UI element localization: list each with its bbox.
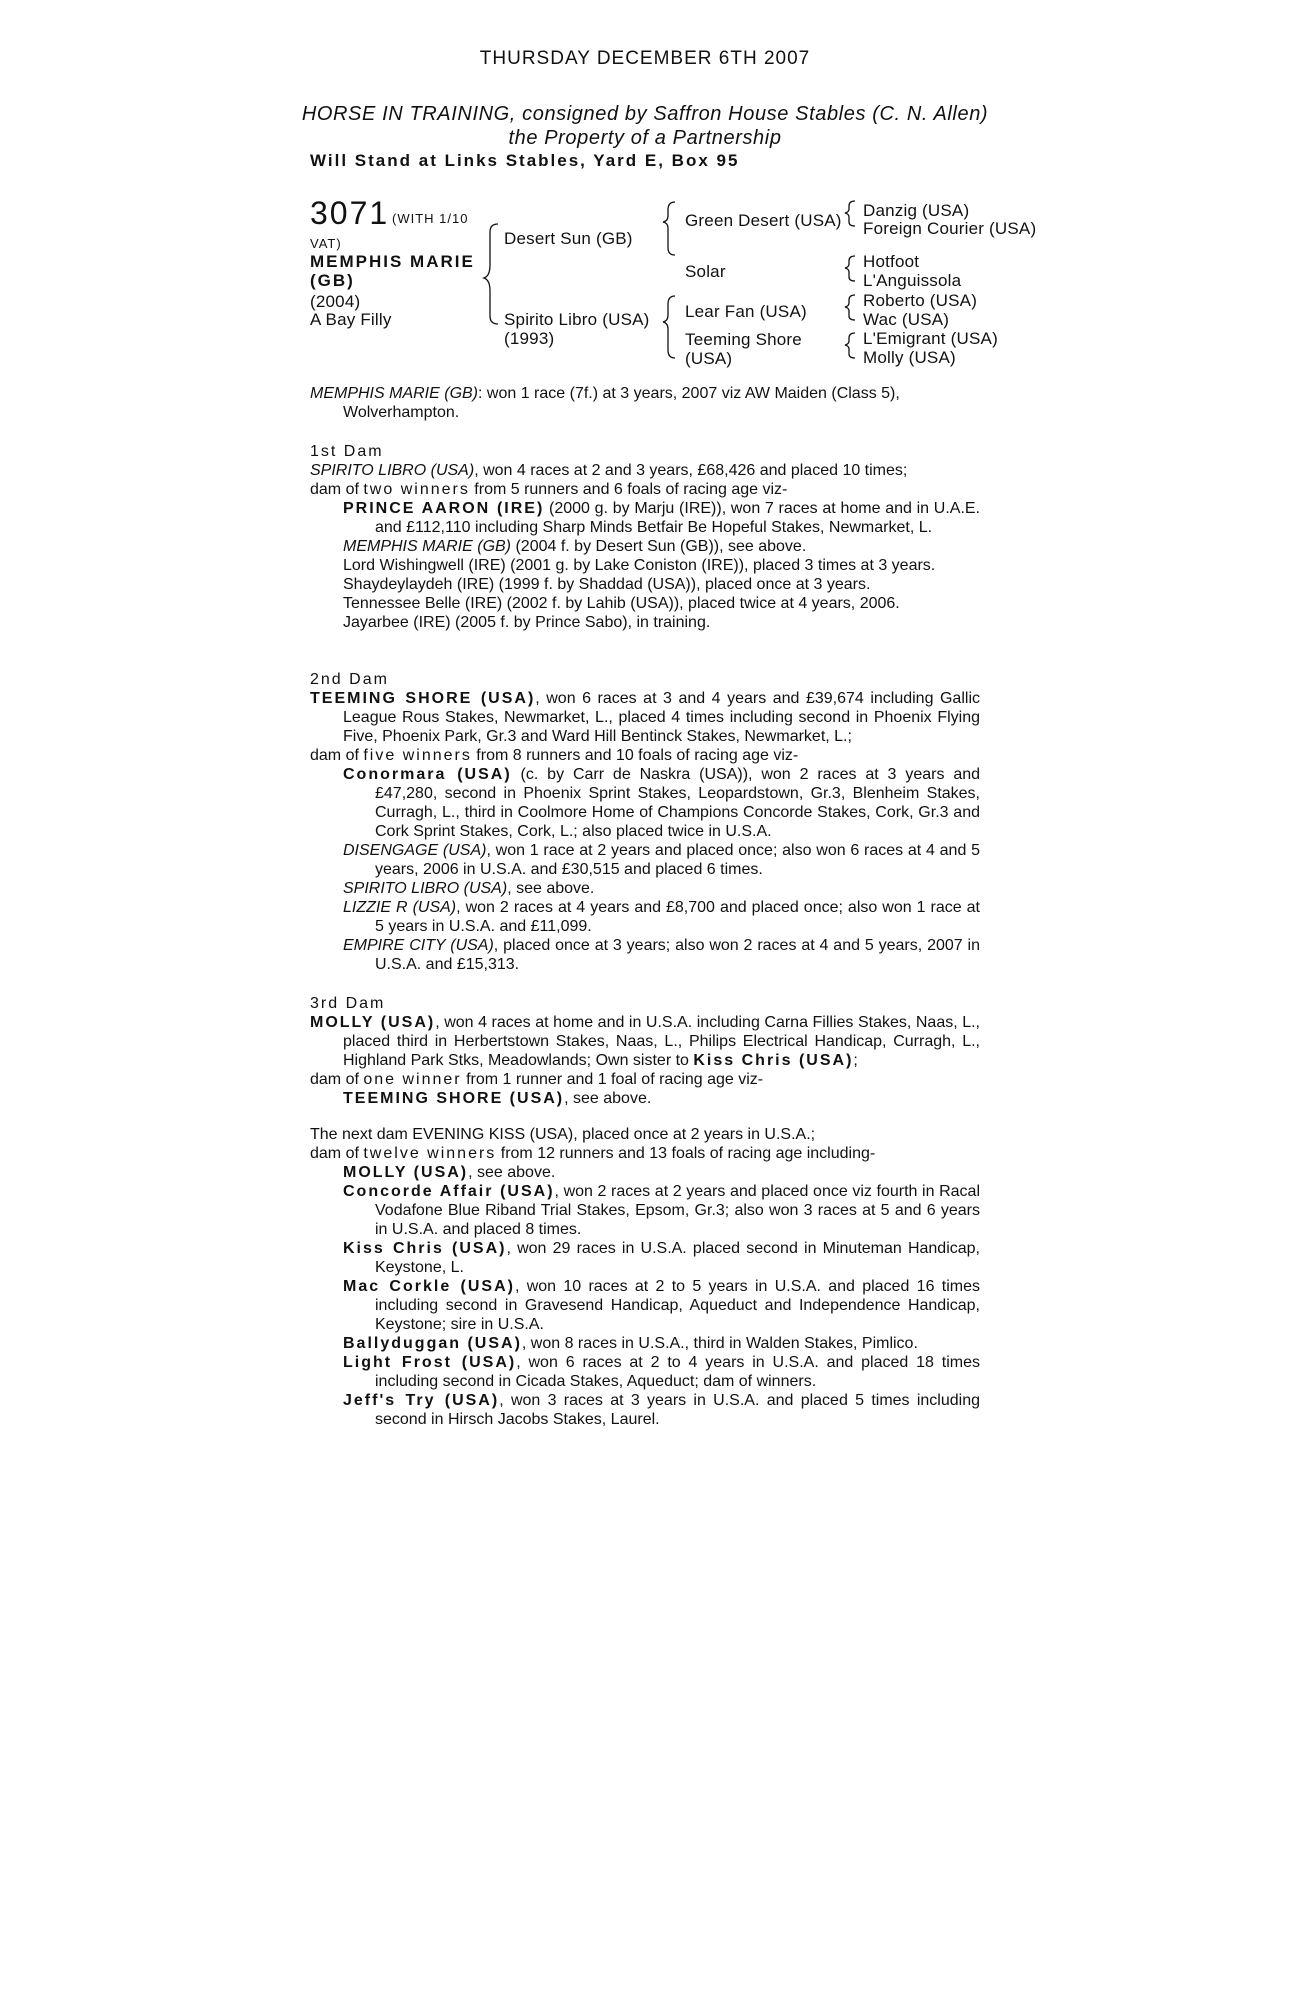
third-dam-section [310,994,980,1108]
produce-name: Concorde Affair (USA) [343,1183,555,1200]
second-dam-produce-suffix: from 8 runners and 10 foals of racing age viz- [471,747,799,764]
produce-text: , placed once at 3 years; also won 2 races at 4 and 5 years, 2007 in U.S.A. and £15,313. [375,937,980,973]
second-dam-text: , won 6 races at 3 and 4 years and £39,674 including Gallic League Rous Stakes, Newmarket, L., placed 4 times including second in Phoenix Flying Five, Phoenix Park, Gr.3 and Ward Hill Bentinck Stakes, Newmarket, L.; [343,690,980,745]
produce-name: TEEMING SHORE (USA) [343,1090,565,1107]
third-dam-sister: Kiss Chris (USA) [693,1052,854,1069]
first-dam-text: , won 4 races at 2 and 3 years, £68,426 and placed 10 times; [474,462,908,479]
produce-text: , won 1 race at 2 years and placed once; also won 6 races at 4 and 5 years, 2006 in U.S.A. and £30,515 and placed 6 times. [375,842,980,878]
third-dam-winners: one winner [363,1071,462,1088]
produce-name: SPIRITO LIBRO (USA) [343,880,508,897]
pedigree-sire-dam: Solar [685,262,726,281]
consignment-line: HORSE IN TRAINING, consigned by Saffron House Stables (C. N. Allen) [301,103,989,125]
produce-name: PRINCE AARON (IRE) [343,500,545,517]
produce-text: , won 8 races in U.S.A., third in Walden Stakes, Pimlico. [521,1335,918,1352]
third-dam-name: MOLLY (USA) [310,1014,436,1031]
fourth-dam-produce-prefix: dam of [310,1145,364,1162]
summary-text: : won 1 race (7f.) at 3 years, 2007 viz AW Maiden (Class 5), Wolverhampton. [343,385,900,421]
produce-text: , won 2 races at 4 years and £8,700 and placed once; also won 1 race at 5 years in U.S.A. and £11,099. [375,899,980,935]
produce-name: Jeff's Try (USA) [343,1392,500,1409]
produce-text: , see above. [507,880,595,897]
fourth-dam-line: The next dam EVENING KISS (USA), placed once at 2 years in U.S.A.; [310,1126,816,1143]
second-dam-name: TEEMING SHORE (USA) [310,690,536,707]
third-dam-text: , won 4 races at home and in U.S.A. including Carna Fillies Stakes, Naas, L., placed third in Herbertstown Stakes, Naas, L., Philips Electrical Handicap, Curragh, L., Highland Park Stks, Meadowlands; Own sister to [343,1014,980,1069]
pedigree-sire-sire: Green Desert (USA) [685,211,842,230]
first-dam-winners: two winners [363,481,470,498]
first-dam-produce-suffix: from 5 runners and 6 foals of racing age viz- [469,481,788,498]
produce-text: , see above. [564,1090,652,1107]
horse-description: A Bay Filly [310,310,392,329]
third-dam-heading: 3rd Dam [310,995,386,1012]
pedigree-dds: L'Emigrant (USA) [863,329,998,348]
produce-text: (2004 f. by Desert Sun (GB)), see above. [511,538,807,555]
lot-number: 3071 [310,195,390,231]
lot-vat: (WITH 1/10 [392,211,469,226]
pedigree-sdd: L'Anguissola [863,271,962,290]
produce-name: Ballyduggan (USA) [343,1335,522,1352]
stand-location: Will Stand at Links Stables, Yard E, Box 95 [310,151,740,170]
pedigree-sss: Danzig (USA) [863,201,970,220]
produce-text: , won 3 races at 3 years in U.S.A. and placed 5 times including second in Hirsch Jacobs Stakes, Laurel. [375,1392,981,1428]
property-line: the Property of a Partnership [508,127,782,149]
produce-name: Mac Corkle (USA) [343,1278,515,1295]
first-dam-section [310,442,980,632]
fourth-dam-produce-suffix: from 12 runners and 13 foals of racing age including- [496,1145,876,1162]
produce-text: , won 6 races at 2 to 4 years in U.S.A. and placed 18 times including second in Cicada Stakes, Aqueduct; dam of winners. [375,1354,981,1390]
produce-text: , won 10 races at 2 to 5 years in U.S.A. and placed 16 times including second in Gravesend Handicap, Aqueduct and Independence Handicap, Keystone; sire in U.S.A. [375,1278,980,1333]
pedigree-sds: Hotfoot [863,252,920,271]
pedigree-dam-year: (1993) [504,329,555,348]
third-dam-sister-end: ; [853,1052,858,1069]
fourth-dam-section [310,1125,980,1429]
produce-name: MEMPHIS MARIE (GB) [343,538,512,555]
first-dam-produce-prefix: dam of [310,481,364,498]
produce-name: Kiss Chris (USA) [343,1240,507,1257]
pedigree-dam-dam: Teeming Shore [685,330,802,349]
produce-entry: Shaydeylaydeh (IRE) (1999 f. by Shaddad (USA)), placed once at 3 years. [343,576,871,593]
fourth-dam-winners: twelve winners [363,1145,497,1162]
third-dam-produce-prefix: dam of [310,1071,364,1088]
pedigree-dsd: Wac (USA) [863,310,950,329]
summary-name: MEMPHIS MARIE (GB) [310,385,479,402]
pedigree-ddd: Molly (USA) [863,348,956,367]
lot-vat-end: VAT) [310,236,342,251]
produce-name: Light Frost (USA) [343,1354,517,1371]
produce-entry: Lord Wishingwell (IRE) (2001 g. by Lake Coniston (IRE)), placed 3 times at 3 years. [343,557,936,574]
produce-entry: Tennessee Belle (IRE) (2002 f. by Lahib (USA)), placed twice at 4 years, 2006. [343,595,900,612]
produce-name: EMPIRE CITY (USA) [343,937,494,954]
pedigree-dss: Roberto (USA) [863,291,978,310]
race-summary [310,384,980,422]
produce-text: (c. by Carr de Naskra (USA)), won 2 races at 3 years and £47,280, second in Phoenix Sprint Stakes, Leopardstown, Gr.3, Blenheim Stakes, Curragh, L., third in Coolmore Home of Champions Concorde Stakes, Cork, Gr.3 and Cork Sprint Stakes, Cork, L.; also placed twice in U.S.A. [375,766,981,840]
first-dam-heading: 1st Dam [310,443,384,460]
second-dam-winners: five winners [363,747,472,764]
pedigree-brackets [0,0,1290,400]
pedigree-sire: Desert Sun (GB) [504,229,633,248]
sale-date: THURSDAY DECEMBER 6TH 2007 [479,48,811,69]
pedigree-ssd: Foreign Courier (USA) [863,219,1037,238]
produce-entry: Jayarbee (IRE) (2005 f. by Prince Sabo), in training. [343,614,711,631]
third-dam-produce-suffix: from 1 runner and 1 foal of racing age viz- [461,1071,764,1088]
produce-name: Conormara (USA) [343,766,512,783]
produce-name: LIZZIE R (USA) [343,899,457,916]
pedigree-dam: Spirito Libro (USA) [504,310,650,329]
produce-name: DISENGAGE (USA) [343,842,487,859]
second-dam-produce-prefix: dam of [310,747,364,764]
produce-name: MOLLY (USA) [343,1164,469,1181]
horse-origin: (GB) [310,271,355,290]
foaling-year: (2004) [310,292,361,311]
produce-text: , won 29 races in U.S.A. placed second in Minuteman Handicap, Keystone, L. [375,1240,980,1276]
pedigree-dam-sire: Lear Fan (USA) [685,302,807,321]
produce-text: , won 2 races at 2 years and placed once viz fourth in Racal Vodafone Blue Riband Trial Stakes, Epsom, Gr.3; also won 3 races at 5 and 6 years in U.S.A. and placed 8 times. [375,1183,981,1238]
produce-text: (2000 g. by Marju (IRE)), won 7 races at home and in U.A.E. and £112,110 including Sharp Minds Betfair Be Hopeful Stakes, Newmarket, L. [375,500,981,536]
pedigree-dam-dam-origin: (USA) [685,349,733,368]
second-dam-heading: 2nd Dam [310,671,389,688]
horse-name: MEMPHIS MARIE [310,252,475,271]
first-dam-name: SPIRITO LIBRO (USA) [310,462,475,479]
produce-text: , see above. [468,1164,556,1181]
second-dam-section [310,670,980,974]
